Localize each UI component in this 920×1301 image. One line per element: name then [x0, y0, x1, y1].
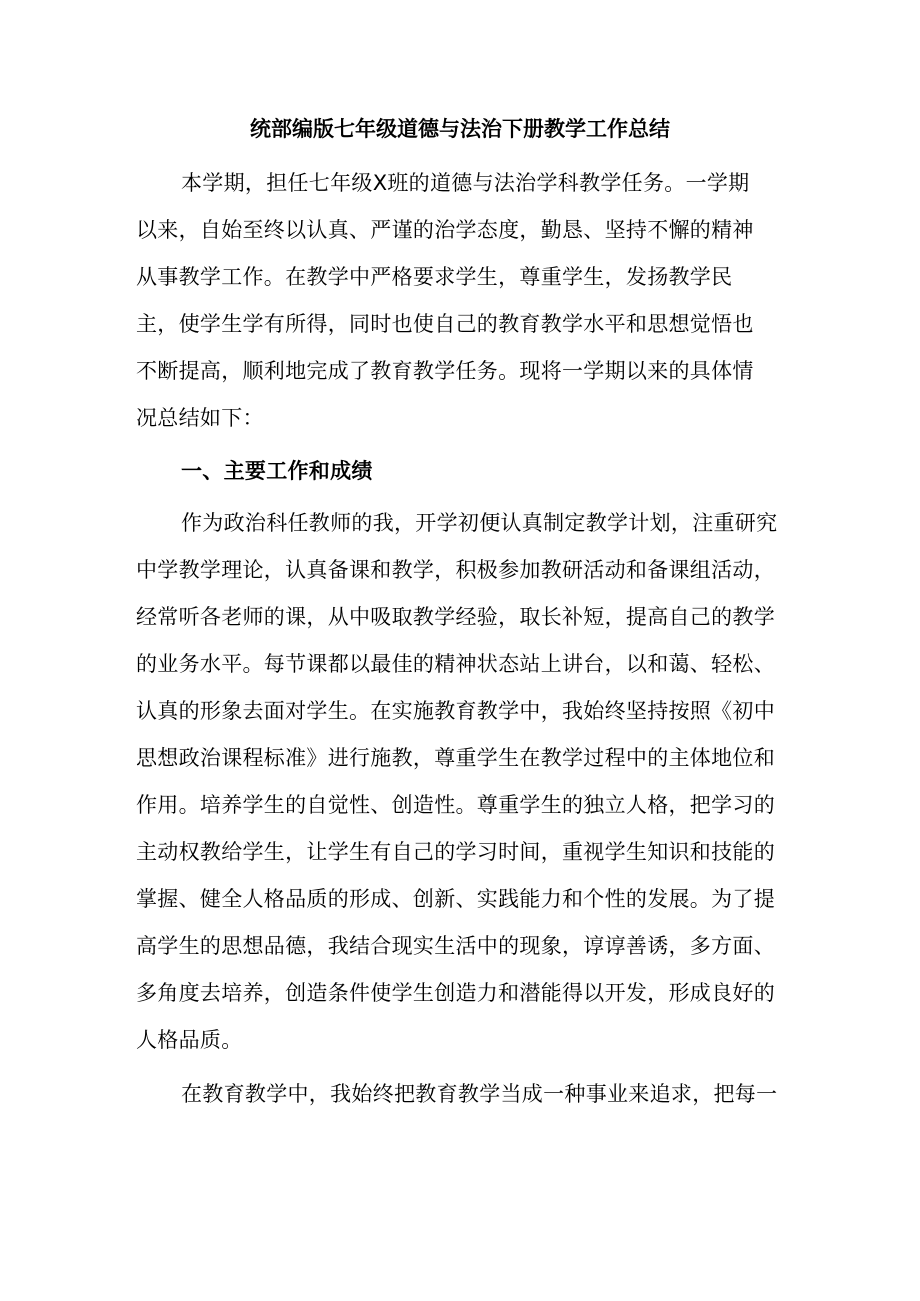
section-line-9: 掌握、健全人格品质的形成、创新、实践能力和个性的发展。为了提: [136, 887, 775, 911]
section-line-3: 经常听各老师的课，从中吸取教学经验，取长补短，提高自己的教学: [136, 605, 775, 629]
section-line-1: 作为政治科任教师的我，开学初便认真制定教学计划，注重研究: [181, 511, 778, 535]
section-line-8: 主动权教给学生，让学生有自己的学习时间，重视学生知识和技能的: [136, 840, 775, 864]
intro-line-1: 本学期，担任七年级X班的道德与法治学科教学任务。一学期: [181, 171, 750, 195]
section-line-10: 高学生的思想品德，我结合现实生活中的现象，谆谆善诱，多方面、: [136, 934, 775, 958]
document-title: 统部编版七年级道德与法治下册教学工作总结: [250, 117, 670, 141]
section-line-4: 的业务水平。每节课都以最佳的精神状态站上讲台，以和蔼、轻松、: [136, 652, 775, 676]
intro-line-4: 主，使学生学有所得，同时也使自己的教育教学水平和思想觉悟也: [136, 312, 754, 336]
intro-line-3: 从事教学工作。在教学中严格要求学生，尊重学生，发扬教学民: [136, 265, 733, 289]
intro-line-6: 况总结如下：: [136, 406, 264, 430]
section-heading: 一、主要工作和成绩: [181, 459, 373, 483]
section-line-7: 作用。培养学生的自觉性、创造性。尊重学生的独立人格，把学习的: [136, 793, 775, 817]
section-line-2: 中学教学理论，认真备课和教学，积极参加教研活动和备课组活动，: [136, 558, 775, 582]
intro-line-5: 不断提高，顺利地完成了教育教学任务。现将一学期以来的具体情: [136, 359, 754, 383]
section-line-6: 思想政治课程标准》进行施教，尊重学生在教学过程中的主体地位和: [136, 746, 775, 770]
last-line: 在教育教学中，我始终把教育教学当成一种事业来追求，把每一: [181, 1082, 778, 1106]
section-line-12: 人格品质。: [136, 1028, 243, 1052]
section-line-5: 认真的形象去面对学生。在实施教育教学中，我始终坚持按照《初中: [136, 699, 775, 723]
intro-line-2: 以来，自始至终以认真、严谨的治学态度，勤恳、坚持不懈的精神: [136, 218, 754, 242]
section-line-11: 多角度去培养，创造条件使学生创造力和潜能得以开发，形成良好的: [136, 981, 775, 1005]
